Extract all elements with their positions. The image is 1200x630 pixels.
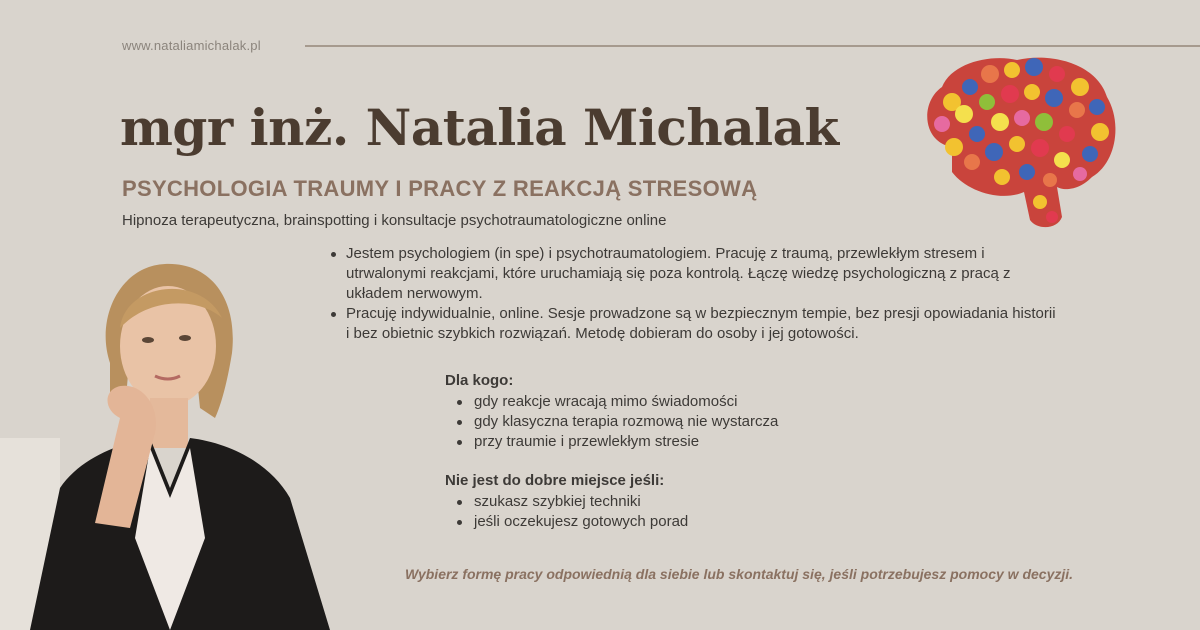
closing-cta: Wybierz formę pracy odpowiednią dla siebie lub skontaktuj się, jeśli potrzebujesz pomocy w decyzji.	[405, 566, 1074, 582]
list-item: gdy reakcje wracają mimo świadomości	[455, 392, 778, 412]
page-subtitle: PSYCHOLOGIA TRAUMY I PRACY Z REAKCJĄ STRESOWĄ	[122, 176, 758, 201]
intro-list	[330, 244, 1060, 344]
list-item: gdy klasyczna terapia rozmową nie wystarcza	[455, 412, 778, 432]
page-title: mgr inż. Natalia Michalak	[120, 98, 839, 157]
list-item: szukasz szybkiej techniki	[455, 492, 688, 512]
not-for-list	[455, 492, 688, 532]
site-url[interactable]: www.nataliamichalak.pl	[122, 38, 261, 53]
header-divider	[305, 45, 1200, 47]
not-for-heading: Nie jest do dobre miejsce jeśli:	[445, 472, 665, 489]
list-item: przy traumie i przewlekłym stresie	[455, 432, 778, 452]
list-item: jeśli oczekujesz gotowych porad	[455, 512, 688, 532]
for-whom-heading: Dla kogo:	[445, 372, 514, 389]
portrait-photo	[0, 258, 350, 630]
for-whom-list	[455, 392, 778, 452]
flower-brain-illustration	[912, 52, 1122, 232]
tagline: Hipnoza terapeutyczna, brainspotting i konsultacje psychotraumatologiczne online	[122, 212, 667, 229]
intro-item: Jestem psychologiem (in spe) i psychotraumatologiem. Pracuję z traumą, przewlekłym stresem i utrwalonymi reakcjami, które uruchamiają się poza kontrolą. Łączę wiedzę psychologiczną z pracą z układem nerwowym.	[330, 244, 1060, 304]
intro-item: Pracuję indywidualnie, online. Sesje prowadzone są w bezpiecznym tempie, bez presji opowiadania historii i bez obietnic szybkich rozwiązań. Metodę dobieram do osoby i jej gotowości.	[330, 304, 1060, 344]
